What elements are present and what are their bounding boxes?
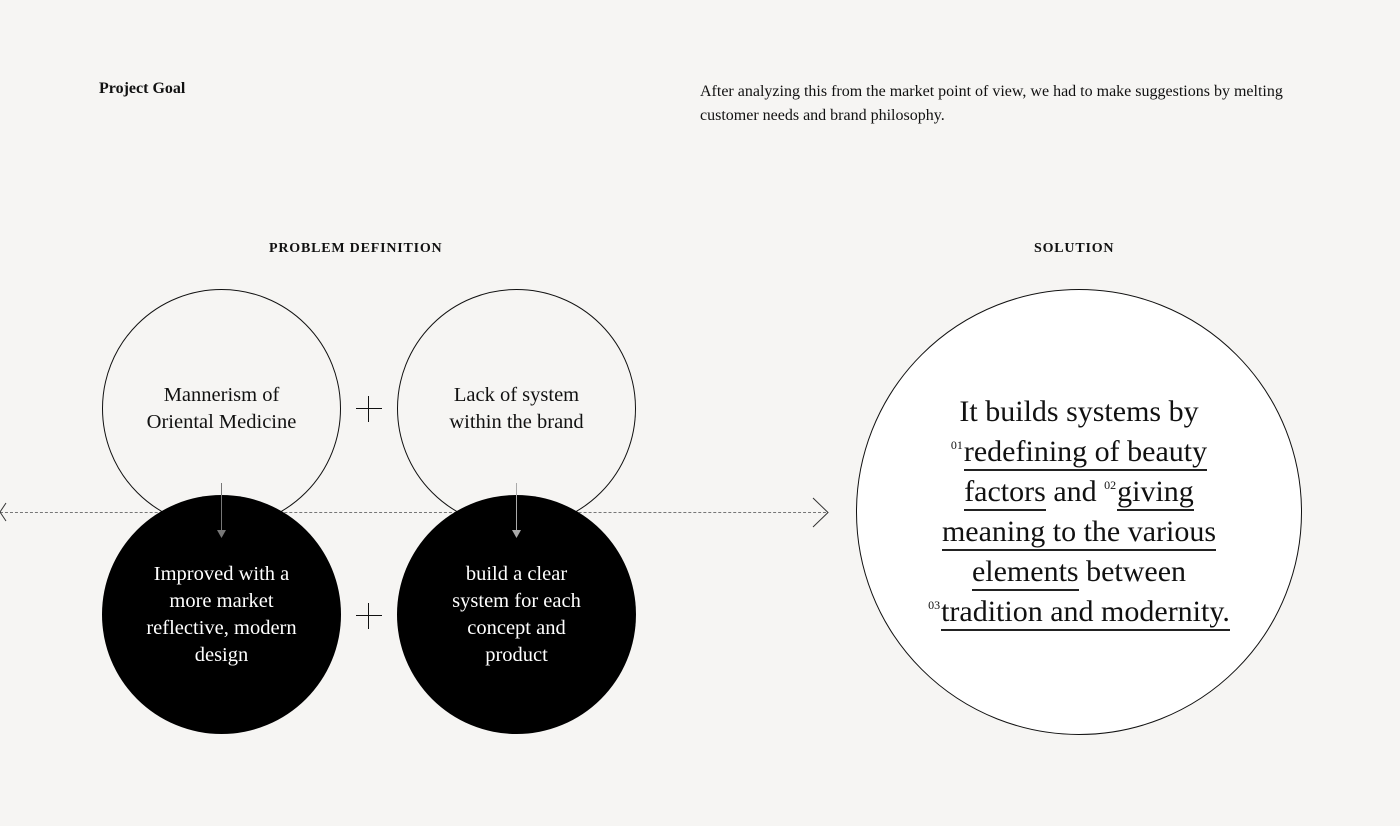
project-goal-label: Project Goal [99, 80, 186, 97]
solution-point-3: tradition and modernity. [941, 595, 1230, 631]
point-number-03: 03 [928, 598, 941, 612]
solution-circle [856, 289, 1302, 735]
point-number-02: 02 [1104, 478, 1117, 492]
solution-point-1: redefining of beauty factors [964, 435, 1207, 511]
down-arrow-2-head [512, 530, 521, 538]
improvement-text-2: build a clear system for each concept and product [452, 562, 581, 666]
right-arrow-head-icon [813, 498, 828, 527]
solution-statement [914, 392, 1244, 632]
left-edge-arrow-icon [0, 503, 6, 521]
down-arrow-1-head [217, 530, 226, 538]
point-number-01: 01 [950, 438, 963, 452]
project-goal-text: After analyzing this from the market point of view, we had to make suggestions by melting customer needs and brand philosophy. [700, 83, 1283, 124]
improvement-text-1: Improved with a more market reflective, modern design [146, 562, 297, 666]
problem-definition-heading: PROBLEM DEFINITION [269, 241, 443, 256]
problem-text-2: Lack of system within the brand [449, 383, 584, 433]
solution-point-2: giving meaning to the various elements [942, 475, 1216, 591]
solution-heading: SOLUTION [1034, 241, 1115, 256]
solution-intro: It builds systems by [959, 395, 1199, 428]
problem-text-1: Mannerism of Oriental Medicine [146, 383, 297, 433]
connector-and: and [1053, 475, 1097, 508]
connector-between: between [1086, 555, 1187, 588]
